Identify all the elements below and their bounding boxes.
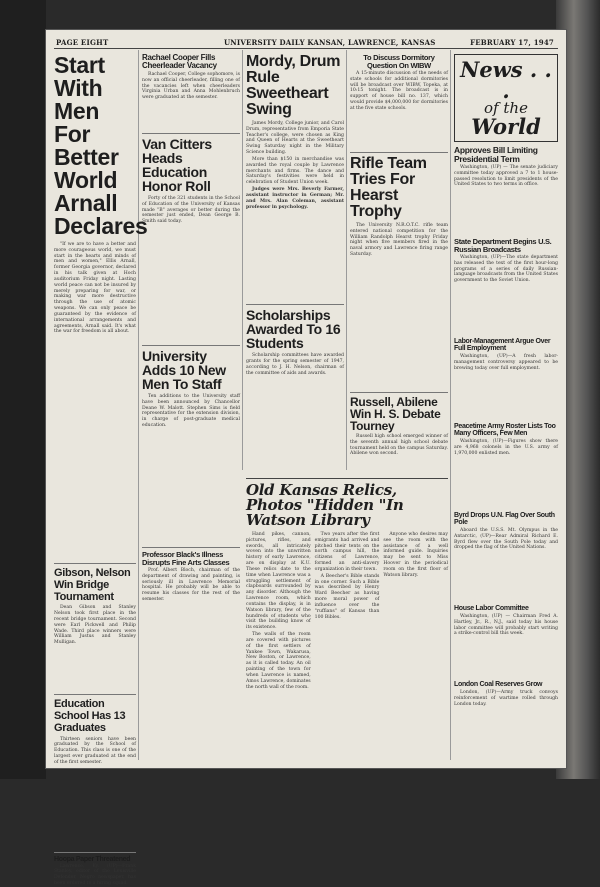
box-title-of-the: of the <box>484 99 528 117</box>
header-rule <box>54 48 558 49</box>
article-debate: Russell high school emerged winner of the seventh annual high school debate tournament held on the campus Saturday. Abilene won second. <box>350 434 448 457</box>
feature-article <box>246 478 448 763</box>
headline-arnall: Start With Men For Better World Arnall Declares <box>54 52 148 239</box>
page-number: PAGE EIGHT <box>56 38 109 47</box>
column-4 <box>350 54 448 474</box>
article-sweetheart: James Mordy, College junior, and Carol Drum, representative from Emporia State Teacher's college, were chosen as King and Queen of Hearts at the Sweetheart Swing Saturday night in the Military Science building. More than $150 in merchandise was awarded the royal couple by Lawrence merchants and firms. The dance and Saturday's festivities were held in celebration of Student Union week. Judges were Mrs. Beverly Farmer, assistant instructor in German; Mr. and Mrs. Alan Coleman, assistant professor in psychology. <box>246 121 344 210</box>
issue-date: FEBRUARY 17, 1947 <box>470 38 554 47</box>
feature-column-3: Anyone who desires may see the room with the assistance of a well informed guide. Inquiries may be sent to Miss Hoover in the periodical room on the first floor of Watson library. <box>383 532 449 578</box>
headline-debate: Russell, Abilene Win H. S. Debate Tourney <box>350 395 441 433</box>
article-bloch: Prof. Albert Bloch, chairman of the department of drawing and painting, is seriously ill in Lawrence Memorial hospital. He probably will be able to resume his classes for the rest of the semester. <box>142 568 240 603</box>
newspaper-page <box>46 30 566 887</box>
headline-van-citters: Van Citters Heads Education Honor Roll <box>142 136 212 194</box>
column-rule <box>450 50 451 760</box>
headline-presidential-term: Approves Bill Limiting Presidential Term <box>454 145 538 164</box>
column-rule <box>346 50 347 470</box>
news-of-the-world-box <box>454 54 558 142</box>
column-rule <box>138 50 139 760</box>
article-london-coal: London, (UP)—Army truck convoys reinforcement of wartime rolled through London today. <box>454 690 558 707</box>
article-army-roster: Washington, (UP)—Figures show there are 4,968 colonels in the U.S. army of 1,970,000 enlisted men. <box>454 439 558 456</box>
headline-rifle-team: Rifle Team Tries For Hearst Trophy <box>350 155 427 220</box>
headline-kansas-relics: Old Kansas Relics, Photos "Hidden "In Watson Library <box>246 481 404 529</box>
headline-russian-broadcasts: State Department Begins U.S. Russian Broadcasts <box>454 237 552 254</box>
paper-title: UNIVERSITY DAILY KANSAN, LAWRENCE, KANSAS <box>224 38 436 47</box>
headline-bloch: Professor Black's Illness Disrupts Fine Arts Classes <box>142 550 230 567</box>
article-education-grads: Thirteen seniors have been graduated by the School of Education. This class is one of the largest ever graduated at the end of the first semester. <box>54 736 136 765</box>
headline-labor-committee: House Labor Committee <box>454 605 529 612</box>
column-3 <box>246 54 344 474</box>
article-labor-management: Washington, (UP)—A fresh labor-management controversy appeared to be brewing today over full employment. <box>454 354 558 371</box>
article-new-staff: Ten additions to the University staff have been announced by Chancellor Deane W. Malott. Stephen Sims is field representative for the extension division, in charge of post-graduate medical education. <box>142 394 240 429</box>
article-cooper: Rachael Cooper, College sophomore, is now an official cheerleader, filling one of the vacancies left when cheerleaders Virginia Urban and Anna Mohlenbruch were graduated at the semester. <box>142 72 240 101</box>
feature-column-2: Two years after the first emigrants had arrived and pitched their tents on the north campus hill, the citizens of Lawrence, formed an anti-slavery organization in their town. A Beecher's Bible stands in one corner. Such a Bible was described by Henry Ward Beecher as having more moral power of influence over the "ruffians" of Kansas than 100 Bibles. <box>314 532 380 620</box>
article-labor-committee: Washington, (UP) — Chairman Fred A. Hartley, Jr., R., N.J., said today his house labor committee will probably start writing a strike-control bill this week. <box>454 614 558 637</box>
article-dormitory: A 15-minute discussion of the needs of state schools for additional dormitories will be broadcast over WIBW, Topeka, at 10:15 tonight. The broadcast is in support of house bill no. 137, which would provide $4,000,000 for dormitories at the five state schools. <box>350 71 448 111</box>
headline-labor-management: Labor-Management Argue Over Full Employment <box>454 338 551 352</box>
headline-new-staff: University Adds 10 New Men To Staff <box>142 348 226 392</box>
headline-cooper: Rachael Cooper Fills Cheerleader Vacancy <box>142 53 217 70</box>
feature-column-1: Hand pikes, cannon, pictures, rifles, and swords, all intricately woven into the unwritten history of early Lawrence, are on display at K.U. These relics date to the time when Lawrence was a struggling settlement of clapboards surrounded by any disorder. Although the Lawrence room, which contains the display, is in Watson library, few of the hundreds of students who visit the building know of its existence. The walls of the room are covered with pictures of the first settlers of Yankee Town, Wakarusa, New Boston, or Lawrence, as it is called today. An oil painting of the town for when Lawrence is named, Amos Lawrence, dominates the north wall of the room. <box>246 532 311 690</box>
headline-byrd: Byrd Drops U.N. Flag Over South Pole <box>454 512 555 526</box>
feature-columns <box>246 532 448 691</box>
column-1 <box>54 52 148 887</box>
article-byrd: Aboard the U.S.S. Mt. Olympus in the Antarctic, (UP)—Rear Admiral Richard E. Byrd flew over the South Pole today and dropped the flag of the United Nations. <box>454 528 558 551</box>
article-presidential-term: Washington, (UP) — The senate judiciary committee today approved a 7 to 1 house-passed resolution to limit presidents of the United States to two terms in office. <box>454 165 558 188</box>
headline-sweetheart: Mordy, Drum Rule Sweetheart Swing <box>246 53 341 118</box>
article-arnall: "If we are to have a better and more courageous world, we must start in the hearts and minds of men and women," Ellis Arnall, former Georgia governor, declared in his talk given at Hoch auditorium Friday night. Lasting world peace can not be insured by merely preparing for war, or making war more destructive through the use of atomic weapons. We can only peace be guaranteed by the evidence of international arrangements and agreements, Arnall said. It's what the war for freedom is all about. <box>54 242 136 335</box>
column-5 <box>454 54 558 762</box>
article-rifle-team: The University N.R.O.T.C. rifle team entered national competition for the William Randolph Hearst trophy Friday night when five members fired in the naval armory and Lawrence firing range Saturday. <box>350 223 448 258</box>
headline-hoopa: Hoopa Paper Threatened <box>54 855 131 863</box>
headline-education-grads: Education School Has 13 Graduates <box>54 698 126 735</box>
headline-bridge: Gibson, Nelson Win Bridge Tournament <box>54 567 131 604</box>
column-rule <box>242 50 243 470</box>
headline-scholarships: Scholarships Awarded To 16 Students <box>246 307 341 352</box>
article-hoopa: Lawrence, Ky. (UP)—Frank Stanley, editor of the Louisville Defender, Negro newspaper, has been ordered to a hiring squad. <box>54 863 136 887</box>
headline-dormitory: To Discuss Dormitory Question On WIBW <box>363 53 435 70</box>
article-russian-broadcasts: Washington, (UP)—The state department has released the text of the first hour-long programs of a series of daily Russian-language broadcasts from the United States government to the Soviet Union. <box>454 255 558 284</box>
article-scholarships: Scholarship committees have awarded grants for the spring semester of 1947, according to J. H. Nelson, chairman of the committee of aids and awards. <box>246 353 344 376</box>
headline-army-roster: Peacetime Army Roster Lists Too Many Officers, Few Men <box>454 423 556 437</box>
article-bridge: Dean Gibson and Stanley Nelson took first place in the recent bridge tournament. Second were Earl Pickwell and Philip Wade. Third place winners were William Justus and Stanley Mulligan. <box>54 605 136 646</box>
article-van-citters: Forty of the 321 students in the School of Education of the University of Kansas made "B" averages or better during the semester just ended, Dean George B. Smith said today. <box>142 196 240 225</box>
column-2 <box>142 54 240 762</box>
box-title-world: World <box>471 114 541 139</box>
box-title-news: News . . . <box>460 57 552 103</box>
headline-london-coal: London Coal Reserves Grow <box>454 681 543 688</box>
scanner-edge-left <box>0 0 46 779</box>
